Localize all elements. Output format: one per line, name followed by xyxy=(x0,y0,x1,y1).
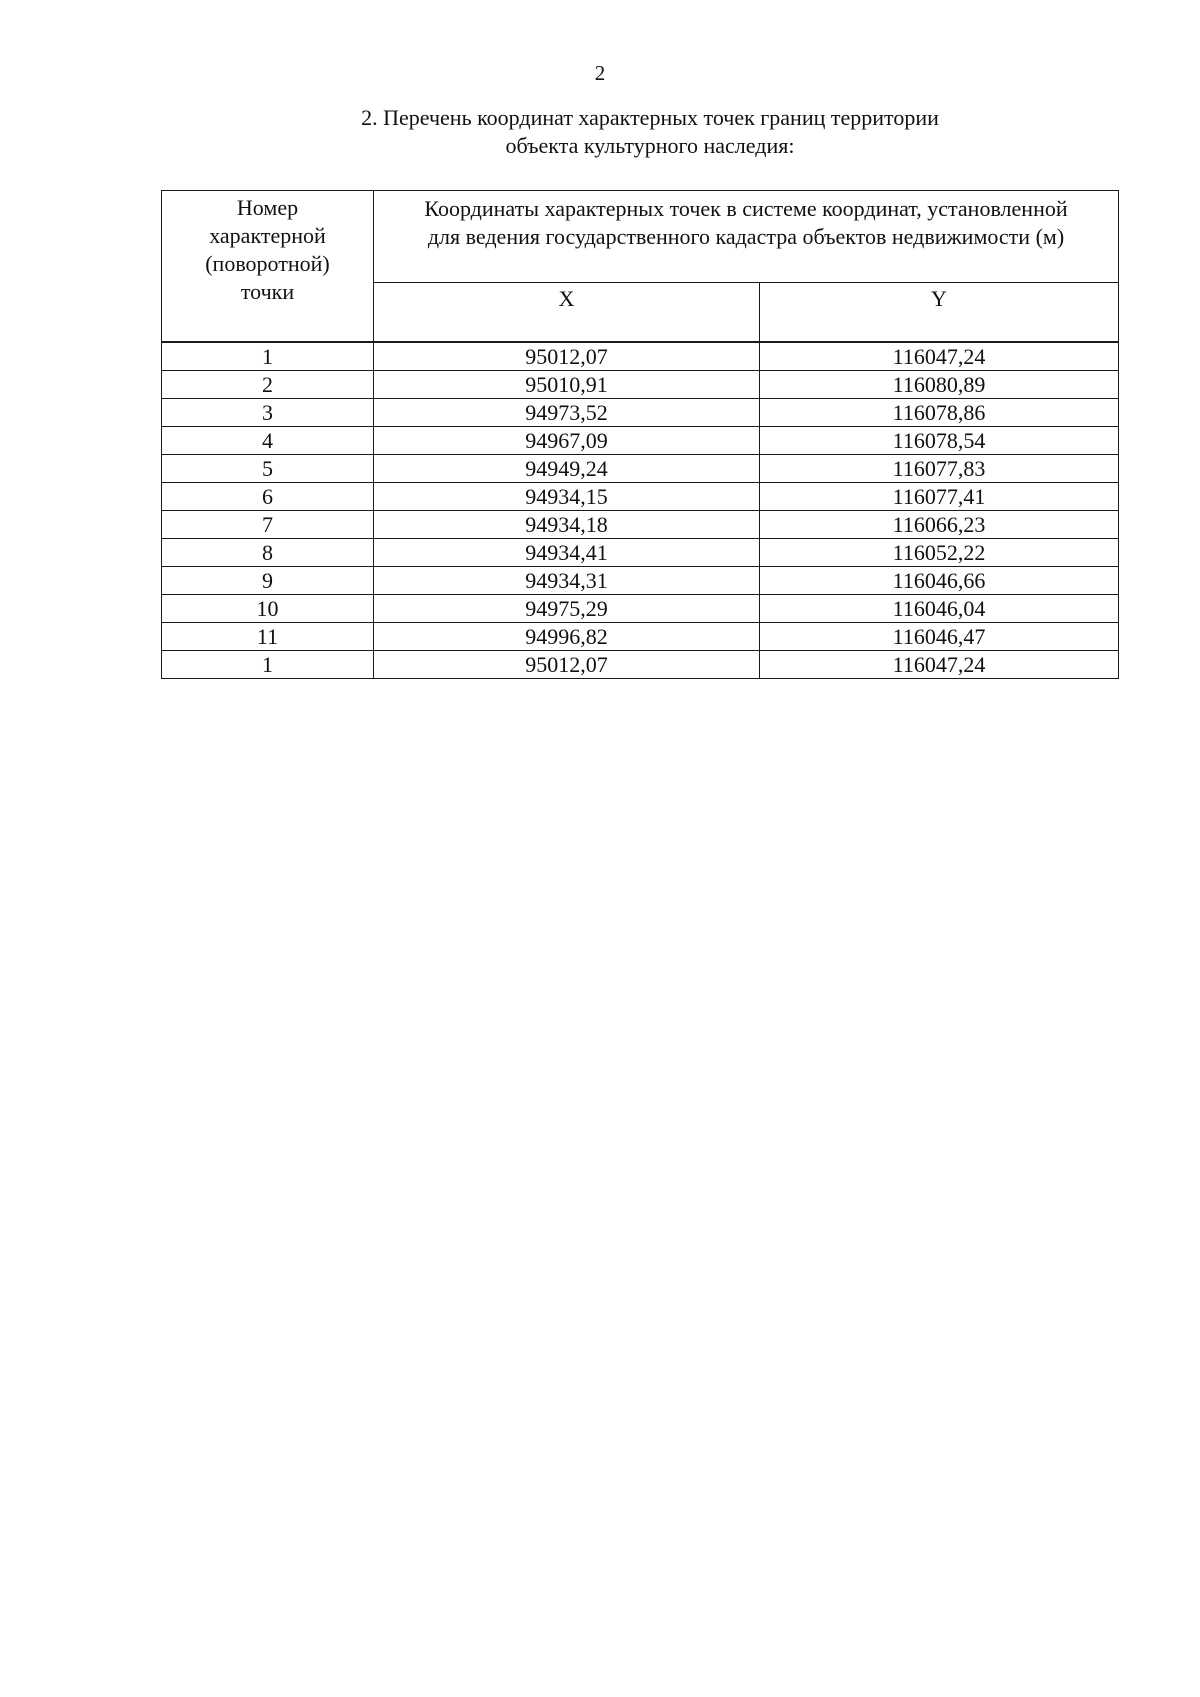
point-number-cell: 8 xyxy=(162,539,374,567)
table-row xyxy=(162,483,1119,511)
point-number-cell: 10 xyxy=(162,595,374,623)
x-coordinate-cell: 94934,15 xyxy=(374,483,760,511)
x-coordinate-cell: 94934,31 xyxy=(374,567,760,595)
y-coordinate-cell: 116046,47 xyxy=(760,623,1119,651)
point-number-cell: 1 xyxy=(162,342,374,371)
x-coordinate-cell: 95012,07 xyxy=(374,651,760,679)
x-coordinate-cell: 94975,29 xyxy=(374,595,760,623)
x-coordinate-cell: 94973,52 xyxy=(374,399,760,427)
table-row xyxy=(162,399,1119,427)
point-number-cell: 5 xyxy=(162,455,374,483)
table-row xyxy=(162,623,1119,651)
point-number-header xyxy=(162,191,374,343)
point-number-cell: 6 xyxy=(162,483,374,511)
coordinates-group-header-line-1: Координаты характерных точек в системе координат, установленной xyxy=(424,196,1068,221)
x-coordinate-cell: 95012,07 xyxy=(374,342,760,371)
x-coordinate-cell: 94949,24 xyxy=(374,455,760,483)
page-number: 2 xyxy=(594,61,606,85)
table-row xyxy=(162,539,1119,567)
y-coordinate-cell: 116066,23 xyxy=(760,511,1119,539)
table-row xyxy=(162,511,1119,539)
x-coordinate-cell: 94934,41 xyxy=(374,539,760,567)
y-coordinate-cell: 116046,04 xyxy=(760,595,1119,623)
table-row xyxy=(162,342,1119,371)
table-row xyxy=(162,651,1119,679)
y-coordinate-cell: 116077,83 xyxy=(760,455,1119,483)
point-number-cell: 3 xyxy=(162,399,374,427)
table-row xyxy=(162,567,1119,595)
x-coordinate-cell: 94996,82 xyxy=(374,623,760,651)
document-title xyxy=(200,104,1100,160)
point-number-header-line-2: характерной xyxy=(209,223,326,248)
y-coordinate-cell: 116080,89 xyxy=(760,371,1119,399)
point-number-header-line-3: (поворотной) xyxy=(205,251,330,276)
y-coordinate-cell: 116077,41 xyxy=(760,483,1119,511)
y-coordinate-cell: 116047,24 xyxy=(760,651,1119,679)
point-number-header-line-1: Номер xyxy=(236,195,299,220)
point-number-cell: 9 xyxy=(162,567,374,595)
y-coordinate-cell: 116046,66 xyxy=(760,567,1119,595)
coordinates-table xyxy=(161,190,1119,679)
x-column-header: X xyxy=(374,283,760,343)
table-row xyxy=(162,371,1119,399)
document-title-line-2: объекта культурного наследия: xyxy=(505,133,795,158)
y-coordinate-cell: 116047,24 xyxy=(760,342,1119,371)
document-title-line-1: 2. Перечень координат характерных точек границ территории xyxy=(361,105,939,130)
coordinates-group-header-line-2: для ведения государственного кадастра объектов недвижимости (м) xyxy=(427,224,1065,249)
y-coordinate-cell: 116052,22 xyxy=(760,539,1119,567)
x-coordinate-cell: 95010,91 xyxy=(374,371,760,399)
y-coordinate-cell: 116078,86 xyxy=(760,399,1119,427)
table-header-row xyxy=(162,191,1119,283)
point-number-cell: 1 xyxy=(162,651,374,679)
point-number-cell: 7 xyxy=(162,511,374,539)
table-row xyxy=(162,455,1119,483)
y-column-header: Y xyxy=(760,283,1119,343)
x-coordinate-cell: 94934,18 xyxy=(374,511,760,539)
coordinates-group-header xyxy=(374,191,1119,283)
point-number-cell: 11 xyxy=(162,623,374,651)
y-coordinate-cell: 116078,54 xyxy=(760,427,1119,455)
point-number-cell: 2 xyxy=(162,371,374,399)
point-number-cell: 4 xyxy=(162,427,374,455)
x-coordinate-cell: 94967,09 xyxy=(374,427,760,455)
table-row xyxy=(162,595,1119,623)
point-number-header-line-4: точки xyxy=(240,279,295,304)
coordinates-table-body xyxy=(162,342,1119,679)
table-row xyxy=(162,427,1119,455)
